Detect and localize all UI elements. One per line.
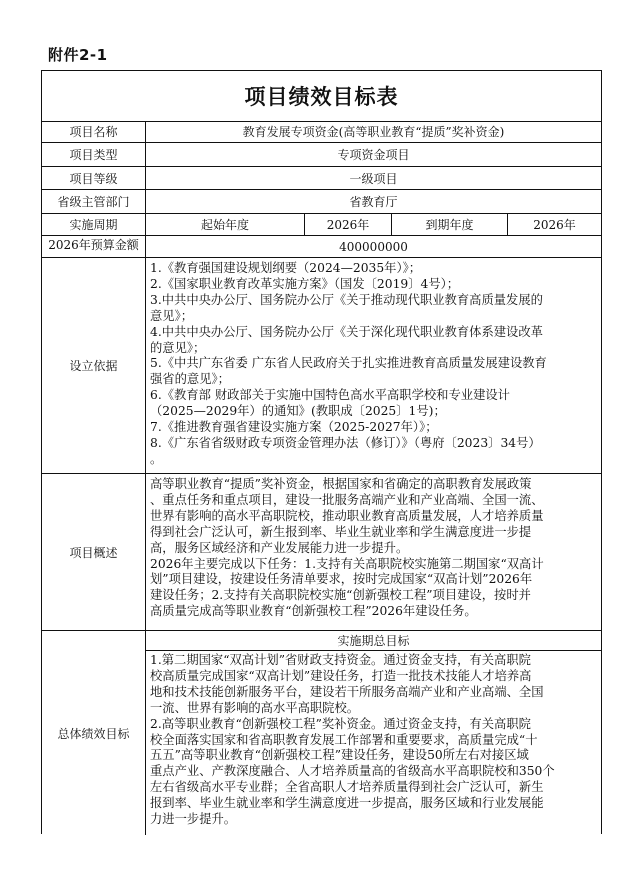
overview-line: 、重点任务和重点项目，建设一批服务高端产业和产业高端、全国一流、 xyxy=(150,492,544,507)
budget-value: 400000000 xyxy=(146,236,601,258)
goals-line: 重点产业、产教深度融合、人才培养质量高的省级高水平高职院校和350个 xyxy=(150,764,555,779)
goals-line: 2.高等职业教育“创新强校工程”奖补资金。通过资金支持，有关高职院 xyxy=(150,716,531,731)
budget-label: 2026年预算金额 xyxy=(42,236,146,258)
overview-line: 高等职业教育“提质”奖补资金，根据国家和省确定的高职教育发展政策 xyxy=(150,477,532,491)
overview-line: 高，服务区域经济和产业发展能力进一步提升。 xyxy=(150,540,409,555)
goals-line: 一流、世界有影响的高水平高职院校。 xyxy=(150,700,360,715)
basis-label: 设立依据 xyxy=(42,258,146,474)
performance-table xyxy=(41,70,602,834)
overview-line: 建设任务；2.支持有关高职院校实施“创新强校工程”项目建设，按时并 xyxy=(150,588,531,603)
basis-line: 。 xyxy=(150,451,163,466)
end-year-label: 到期年度 xyxy=(392,214,508,236)
basis-line: 1.《教育强国建设规划纲要（2024—2035年）》； xyxy=(150,261,422,275)
basis-line: 3.中共中央办公厅、国务院办公厅《关于推动现代职业教育高质量发展的 xyxy=(150,292,543,307)
basis-text xyxy=(146,258,601,474)
overview-line: 2026年主要完成以下任务：1.支持有关高职院校实施第二期国家“双高计 xyxy=(150,556,544,571)
attachment-label: 附件2-1 xyxy=(48,46,108,64)
department-label: 省级主管部门 xyxy=(42,190,146,214)
basis-line: 强省的意见》； xyxy=(150,372,230,387)
basis-line: 2.《国家职业教育改革实施方案》（国发〔2019〕4号）； xyxy=(150,276,460,291)
period-label: 实施周期 xyxy=(42,214,146,236)
project-type-value: 专项资金项目 xyxy=(146,143,601,167)
goals-line: 报到率、毕业生就业率和学生满意度进一步提高，服务区域和行业发展能 xyxy=(150,796,544,811)
basis-line: 4.中共中央办公厅、国务院办公厅《关于深化现代职业教育体系建设改革 xyxy=(150,324,543,339)
start-year-value: 2026年 xyxy=(305,214,392,236)
goals-line: 1.第二期国家“双高计划”省财政支持资金。通过资金支持，有关高职院 xyxy=(150,653,531,667)
goals-line: 五五”高等职业教育“创新强校工程”建设任务，建设50所左右对接区域 xyxy=(150,748,529,763)
department-value: 省教育厅 xyxy=(146,190,601,214)
start-year-label: 起始年度 xyxy=(146,214,305,236)
basis-line: 5.《中共广东省委 广东省人民政府关于扎实推进教育高质量发展建设教育 xyxy=(150,356,547,371)
project-name-label: 项目名称 xyxy=(42,121,146,143)
goals-line: 力进一步提升。 xyxy=(150,812,237,827)
overview-text xyxy=(146,474,601,631)
goals-line: 地和技术技能创新服务平台，建设若干所服务高端产业和产业高端、全国 xyxy=(150,684,544,699)
overview-line: 得到社会广泛认可，新生报到率、毕业生就业率和学生满意度进一步提 xyxy=(150,524,532,539)
goals-header: 实施期总目标 xyxy=(146,631,601,651)
basis-line: 意见》； xyxy=(150,308,194,323)
basis-line: 的意见》； xyxy=(150,340,206,355)
goals-label: 总体绩效目标 xyxy=(42,631,146,835)
overview-line: 划”项目建设，按建设任务清单要求，按时完成国家“双高计划”2026年 xyxy=(150,572,533,587)
overview-line: 世界有影响的高水平高职院校，推动职业教育高质量发展，人才培养质量 xyxy=(150,508,544,523)
goals-line: 校高质量完成国家“双高计划”建设任务，打造一批技术技能人才培养高 xyxy=(150,668,532,683)
project-level-label: 项目等级 xyxy=(42,167,146,190)
goals-line: 左右省级高水平专业群；全省高职人才培养质量得到社会广泛认可，新生 xyxy=(150,780,544,795)
project-name-value: 教育发展专项资金(高等职业教育“提质”奖补资金) xyxy=(146,121,601,143)
table-title: 项目绩效目标表 xyxy=(42,71,601,122)
overview-line: 高质量完成高等职业教育“创新强校工程”2026年建设任务。 xyxy=(150,604,477,619)
overview-label: 项目概述 xyxy=(42,474,146,631)
goals-line: 校全面落实国家和省高职教育发展工作部署和重要要求，高质量完成“十 xyxy=(150,732,538,747)
project-level-value: 一级项目 xyxy=(146,167,601,190)
basis-line: 8.《广东省省级财政专项资金管理办法（修订）》（粤府〔2023〕34号） xyxy=(150,435,541,450)
goals-text xyxy=(146,651,601,835)
basis-line: （2025—2029年）的通知》(教职成〔2025〕1号)； xyxy=(150,404,446,419)
basis-line: 6.《教育部 财政部关于实施中国特色高水平高职学校和专业建设计 xyxy=(150,388,510,403)
end-year-value: 2026年 xyxy=(508,214,601,236)
project-type-label: 项目类型 xyxy=(42,143,146,167)
basis-line: 7.《推进教育强省建设实施方案（2025-2027年）》； xyxy=(150,420,438,435)
